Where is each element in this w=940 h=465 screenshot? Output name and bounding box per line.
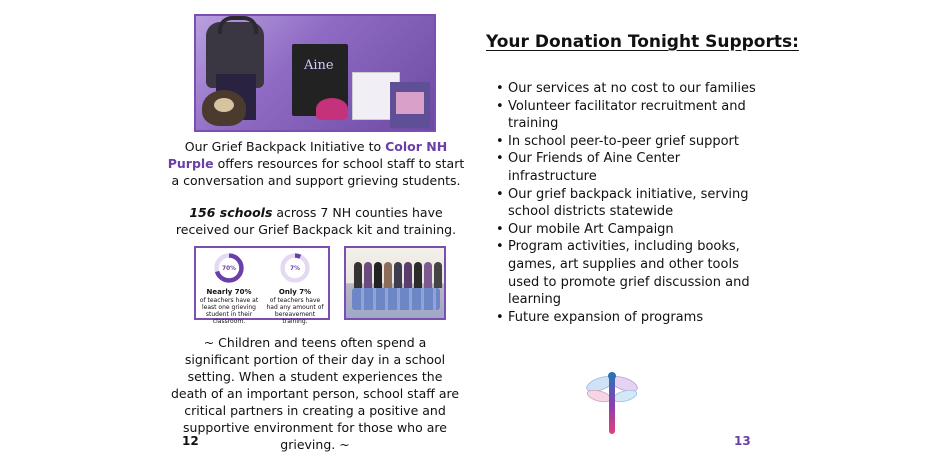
aine-logo: Aine	[304, 58, 334, 73]
donut-7-icon	[279, 252, 311, 284]
schools-rest: across 7 NH counties have received our Grief Backpack kit and training.	[175, 205, 457, 237]
caption-prefix: Our Grief Backpack Initiative to	[184, 139, 386, 154]
list-item: • Future expansion of programs	[508, 309, 768, 327]
schools-statement	[166, 204, 466, 238]
list-item: • Our Friends of Aine Center infrastructure	[508, 150, 768, 185]
teacher-stats-panel	[194, 246, 330, 325]
backpack-caption	[166, 138, 466, 189]
person-figure	[364, 262, 372, 288]
donut-7-label: 7%	[290, 266, 300, 273]
stat-7-detail: of teachers have had any amount of bereavement training.	[266, 297, 324, 325]
person-figure	[434, 262, 442, 288]
caption-suffix: offers resources for school staff to start a conversation and support grieving students.	[171, 156, 465, 188]
person-figure	[354, 262, 362, 288]
grief-backpack-photo	[194, 14, 436, 132]
person-figure	[414, 262, 422, 288]
list-item: • Volunteer facilitator recruitment and training	[508, 98, 768, 133]
donut-70-label: 70%	[222, 266, 236, 273]
stat-nearly-70	[198, 252, 260, 325]
person-figure	[384, 262, 392, 288]
page-number-right: 13	[734, 434, 751, 448]
page-number-left: 12	[182, 434, 199, 448]
plush-sloth-image	[202, 90, 246, 126]
person-figure	[404, 262, 412, 288]
list-item: • Our services at no cost to our families	[508, 80, 768, 98]
stat-7-title: Only 7%	[278, 288, 312, 296]
pink-hat-image	[316, 98, 348, 120]
stat-70-detail: of teachers have at least one grieving student in their classroom.	[199, 297, 259, 325]
list-item: • Our mobile Art Campaign	[508, 221, 768, 239]
backpacks-row-image	[352, 288, 440, 310]
person-figure	[374, 262, 382, 288]
group-photo	[344, 246, 446, 320]
donation-heading: Your Donation Tonight Supports:	[486, 32, 799, 52]
donation-supports-list	[496, 80, 768, 326]
schools-count: 156 schools	[189, 205, 273, 220]
school-setting-quote: ~ Children and teens often spend a significant portion of their day in a school setting. When a student experiences the death of an important person, school staff are critical partners in creating a positive and supportive environment for those who are grieving. ~	[170, 335, 460, 452]
donut-70-icon	[213, 252, 245, 284]
person-figure	[394, 262, 402, 288]
person-figure	[424, 262, 432, 288]
list-item: • Our grief backpack initiative, serving school districts statewide	[508, 186, 768, 221]
stat-70-title: Nearly 70%	[206, 288, 252, 296]
list-item: • In school peer-to-peer grief support	[508, 133, 768, 151]
stat-only-7	[264, 252, 326, 325]
dragonfly-icon	[584, 370, 640, 436]
color-nh-purple-highlight: Color NH Purple	[167, 139, 448, 171]
list-item: • Program activities, including books, games, art supplies and other tools used to promote grief discussion and learning	[508, 238, 768, 308]
picture-book-image	[390, 82, 430, 128]
